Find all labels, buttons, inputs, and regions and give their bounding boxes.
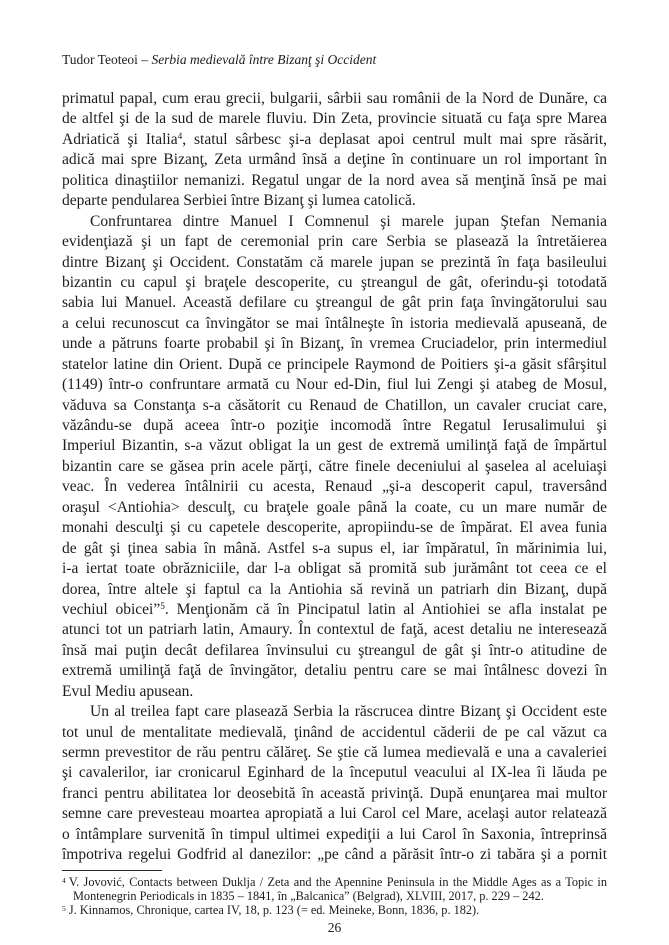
text-line: o întâmplare survenită în timpul ultimei expediţii a lui Carol în Saxonia, întreprinsă (62, 825, 607, 843)
footnote-rule (62, 870, 162, 871)
text-segment: vechiul obicei” (62, 600, 161, 618)
paragraph-continued (62, 89, 607, 212)
text-line: bizantin cu capul şi braţele descoperite, cu ştreangul de gât, oferindu-şi totodată (62, 273, 607, 291)
text-line: sabia lui Manuel. Această defilare cu ştreangul de gât prin faţa învingătorului sau (62, 294, 607, 312)
paragraph (62, 702, 607, 866)
footnote-line (62, 889, 607, 903)
header-title: Serbia medievală între Bizanţ şi Occident (151, 52, 377, 67)
text-line: bizantin care se găsea prin acele părţi, către finele deceniului al şaselea al aceluiaşi (62, 457, 607, 475)
footnote-marker: 5 (62, 903, 66, 913)
text-segment: . Menţionăm că în Pincipatul latin al Antiohiei se afla instalat pe (164, 600, 607, 618)
text-line: împotriva regelui Godfrid al danezilor: „pe când a părăsit într-o zi tabăra şi a pornit (62, 846, 607, 864)
footnote-text: J. Kinnamos, Chronique, cartea IV, 18, p. 123 (= ed. Meineke, Bonn, 1836, p. 182). (68, 903, 480, 917)
text-line: (1149) într-o confruntare armată cu Nour ed-Din, fiul lui Zengi şi atabeg de Mosul, (62, 376, 607, 394)
text-line: de gât şi ţinea sabia în mână. Astfel s-a supus el, iar împăratul, în mărinimia lui, (62, 539, 607, 557)
text-segment: Adriatică şi Italia (62, 130, 178, 148)
text-line: politica dinaştiilor nemanizi. Regatul ungar de la nord avea să menţină însă pe mai (62, 171, 607, 189)
footnotes (62, 875, 607, 917)
footnote-line (62, 903, 607, 917)
text-line: văduva sa Constanţa s-a căsătorit cu Renaud de Chatillon, un cavaler cruciat care, (62, 396, 607, 414)
text-line: extremă umilinţă faţă de învingător, detaliu pentru care se mai întâlnesc dovezi în (62, 662, 607, 680)
text-line: statelor latine din Orient. După ce principele Raymond de Poitiers şi-a găsit sfârşitul (62, 355, 607, 373)
text-line: i-a iertat toate obrăzniciile, dar l-a obligat să promită sub jurământ tot ceea ce el (62, 560, 607, 578)
text-line: semne care prevesteau moartea apropiată a lui Carol cel Mare, acelaşi autor relatează (62, 805, 607, 823)
text-line: Un al treilea fapt care plasează Serbia la răscrucea dintre Bizanţ şi Occident este (90, 703, 607, 721)
paragraph (62, 212, 607, 703)
text-line: franci pentru abilitatea lor deosebită în această privinţă. După enunţarea mai multor (62, 784, 607, 802)
text-line: a celui recunoscut ca învingător se mai întâlneşte în istoria medievală apuseană, de (62, 314, 607, 332)
text-segment: , statul sârbesc şi-a deplasat apoi centrul mult mai spre răsărit, (182, 130, 607, 148)
text-line: Evul Mediu apusean. (62, 682, 194, 700)
text-line: monahi desculţi şi cu capetele descoperite, apropiindu-se de împărat. El avea funia (62, 519, 607, 537)
text-line: sermn prevestitor de rău pentru călăreţ. Se ştie că lumea medievală e una a cavaleriei (62, 744, 607, 761)
text-line: însă mai puţin decât defilarea învinsului cu ştreangul de gât şi într-o atitudine de (62, 641, 607, 659)
text-line: tot unul de mentalitate medievală, ţinând de accidentul căderii de pe cal văzut ca (62, 723, 607, 741)
page-number: 26 (327, 920, 342, 935)
footnote-reference: 5 (160, 602, 165, 613)
header-author: Tudor Teoteoi (62, 52, 138, 67)
footnote-4 (62, 875, 607, 903)
text-line (62, 130, 607, 150)
footnote-5 (62, 903, 607, 917)
text-line: unde a pătruns foarte probabil şi în Bizanţ, în vremea Cruciadelor, prin intermediul (62, 335, 607, 353)
text-line: evidenţiază şi un fapt de ceremonial prin care Serbia se plasează la întretăierea (62, 233, 607, 251)
text-line: de altfel şi de la sud de marele fluviu. Din Zeta, provincie situată cu faţa spre Marea (62, 110, 607, 128)
text-line: dorea, între altele şi faptul ca la Antiohia să revină un patriarh din Bizanţ, după (62, 580, 607, 598)
text-line: departe pendularea Serbiei între Bizanţ şi lumea catolică. (62, 192, 416, 210)
text-line: dintre Bizanţ şi Occident. Constatăm că marele jupan se prezintă în faţa basileului (62, 253, 607, 271)
header-separator: – (141, 52, 149, 67)
text-line: veac. În vederea întâlnirii cu acesta, Renaud „şi-a descoperit capul, traversând (62, 478, 607, 496)
text-line (62, 600, 607, 620)
footnote-marker: 4 (62, 875, 66, 885)
text-line: atunci tot un patriarh latin, Amaury. În contextul de faţă, acest detaliu ne interesează (62, 621, 607, 639)
text-line: văzându-se după aceea într-o poziţie incomodă între Regatul Ierusalimului şi (62, 417, 607, 434)
text-line: adică mai spre Bizanţ, Zeta urmând însă a deţine în continuare un rol important în (62, 151, 607, 169)
running-header (62, 51, 376, 69)
text-line: primatul papal, cum erau grecii, bulgarii, sârbii sau românii de la Nord de Dunăre, ca (62, 90, 607, 107)
text-line: Imperiul Bizantin, s-a văzut obligat la un gest de extremă umilinţă faţă de împărtul (62, 437, 607, 455)
text-line: oraşul <Antiohia> desculţ, cu braţele goale până la coate, cu un mare număr de (62, 498, 607, 516)
text-line: Confruntarea dintre Manuel I Comnenul şi marele jupan Ştefan Nemania (90, 212, 607, 230)
footnote-line (62, 875, 607, 889)
footnote-reference: 4 (177, 132, 183, 143)
footnote-text: Montenegrin Periodicals in 1835 – 1841, în „Balcanica” (Belgrad), XLVIII, 2017, p. 229 – 242. (73, 889, 544, 903)
main-text (62, 89, 607, 866)
footnote-text: V. Jovović, Contacts between Duklja / Zeta and the Apennine Peninsula in the Middle Ages as a Topic in (68, 875, 607, 889)
text-line: şi cavalerilor, iar cronicarul Eginhard de la începutul veacului al IX-lea îi lăuda pe (62, 764, 607, 782)
